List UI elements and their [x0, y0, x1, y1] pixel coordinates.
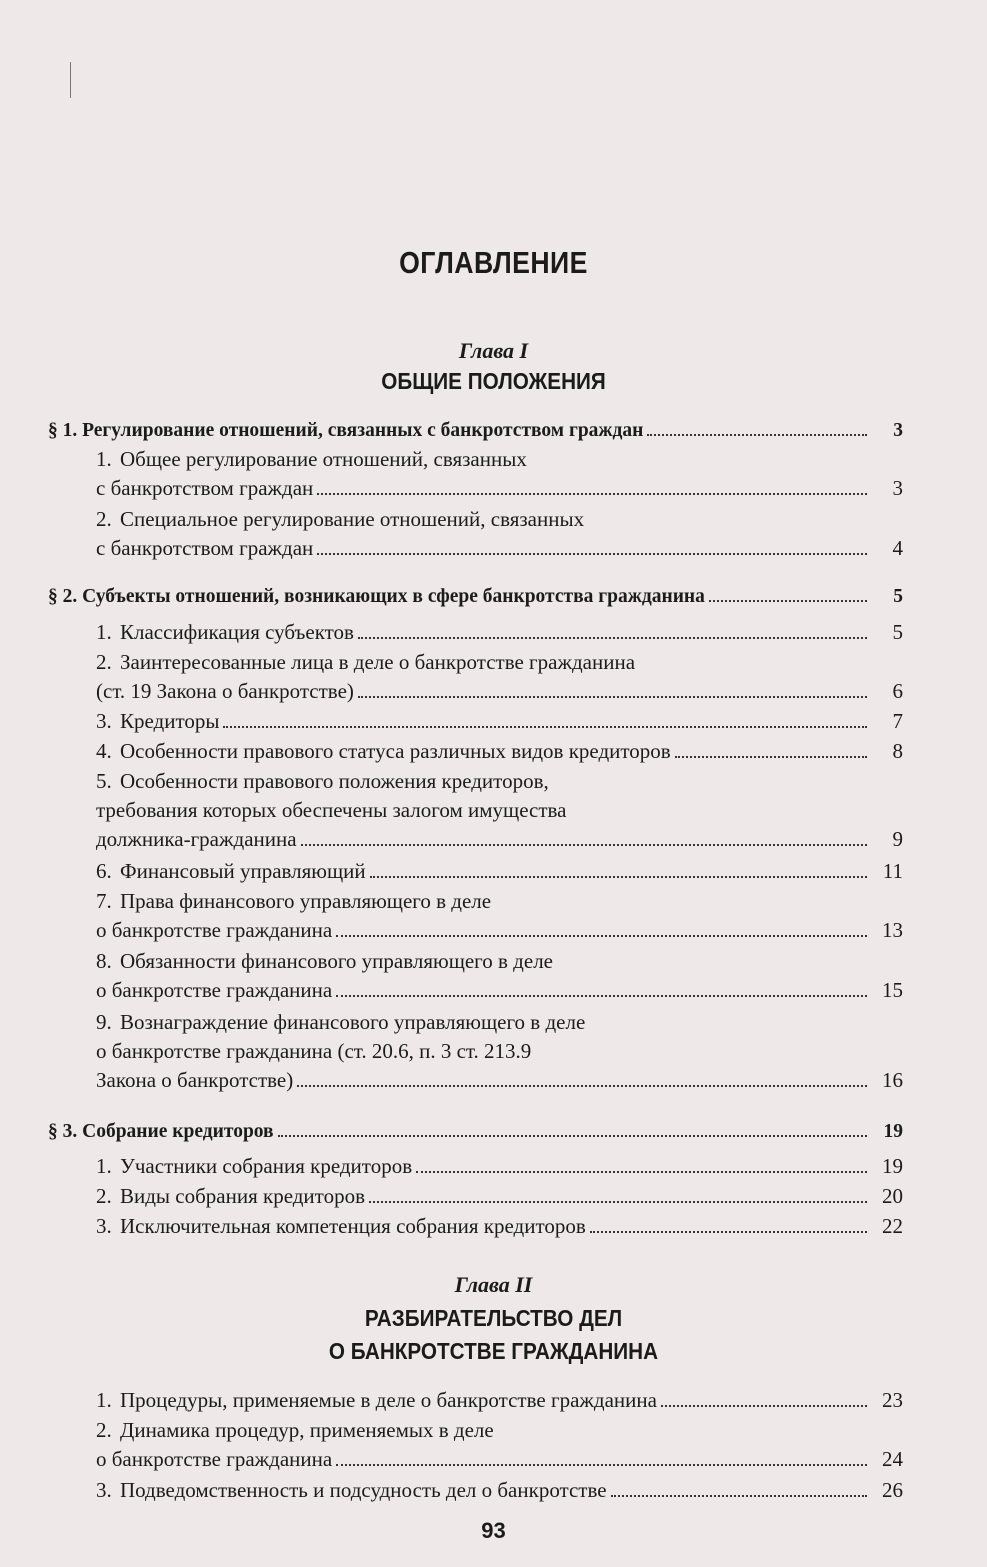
page-ref: 15 [882, 978, 903, 1002]
page-title: ОГЛАВЛЕНИЕ [399, 245, 588, 280]
toc-item[interactable]: 2. Динамика процедур, применяемых в деле о банкротстве гражданина 24 [96, 1416, 871, 1474]
page-ref: 13 [882, 918, 903, 942]
page-ref: 16 [882, 1068, 903, 1092]
page-ref: 6 [892, 679, 903, 703]
chapter1-label: Глава I [458, 338, 529, 363]
page-ref: 4 [892, 536, 903, 560]
toc-item[interactable]: 9. Вознаграждение финансового управляющего в деле о банкротстве гражданина (ст. 20.6, п. 3 ст. 213.9 Закона о банкротстве) 16 [96, 1008, 871, 1095]
page-ref: 11 [882, 859, 903, 883]
toc-item[interactable]: 1. Участники собрания кредиторов 19 [96, 1152, 871, 1181]
toc-item[interactable]: 8. Обязанности финансового управляющего в деле о банкротстве гражданина 15 [96, 947, 871, 1005]
section-heading: § 3. Собрание кредиторов [48, 1121, 274, 1142]
page-ref: 22 [882, 1214, 903, 1238]
toc-section-1[interactable] [48, 416, 903, 445]
chapter2-title-line2: О БАНКРОТСТВЕ ГРАЖДАНИНА [328, 1338, 659, 1364]
toc-item[interactable]: 2. Специальное регулирование отношений, связанных с банкротством граждан 4 [96, 505, 871, 563]
page-ref: 26 [882, 1478, 903, 1502]
toc-item[interactable]: 1. Классификация субъектов 5 [96, 618, 871, 647]
toc-section-3[interactable] [48, 1117, 903, 1146]
page-ref: 23 [882, 1388, 903, 1412]
page-ref: 19 [882, 1154, 903, 1178]
toc-item[interactable]: 3. Исключительная компетенция собрания кредиторов 22 [96, 1212, 871, 1241]
toc-item[interactable]: 1. Процедуры, применяемые в деле о банкротстве гражданина 23 [96, 1386, 871, 1415]
page-ref: 3 [893, 420, 903, 441]
page-ref: 24 [882, 1447, 903, 1471]
section-heading: § 2. Субъекты отношений, возникающих в сфере банкротства гражданина [48, 586, 705, 607]
chapter2-label: Глава II [454, 1272, 533, 1297]
chapter1-title: ОБЩИЕ ПОЛОЖЕНИЯ [381, 368, 606, 394]
section-heading: § 1. Регулирование отношений, связанных с банкротством граждан [48, 420, 644, 441]
margin-mark [70, 62, 71, 98]
toc-item[interactable]: 5. Особенности правового положения кредиторов, требования которых обеспечены залогом имущества должника-гражданина 9 [96, 767, 871, 854]
page-ref: 9 [892, 827, 903, 851]
toc-item[interactable]: 2. Заинтересованные лица в деле о банкротстве гражданина (ст. 19 Закона о банкротстве) 6 [96, 648, 871, 706]
page-ref: 7 [892, 709, 903, 733]
page-ref: 20 [882, 1184, 903, 1208]
page-ref: 8 [892, 739, 903, 763]
toc-item[interactable]: 3. Кредиторы 7 [96, 707, 871, 736]
page-ref: 19 [883, 1121, 903, 1142]
toc-item[interactable]: 3. Подведомственность и подсудность дел о банкротстве 26 [96, 1476, 871, 1505]
toc-item[interactable]: 2. Виды собрания кредиторов 20 [96, 1182, 871, 1211]
toc-section-2[interactable] [48, 582, 903, 611]
page-number: 93 [481, 1518, 506, 1543]
toc-item[interactable]: 4. Особенности правового статуса различных видов кредиторов 8 [96, 737, 871, 766]
toc-item[interactable]: 6. Финансовый управляющий 11 [96, 857, 871, 886]
page-ref: 3 [892, 476, 903, 500]
chapter2-title-line1: РАЗБИРАТЕЛЬСТВО ДЕЛ [364, 1305, 623, 1331]
toc-item[interactable]: 1. Общее регулирование отношений, связанных с банкротством граждан 3 [96, 445, 871, 503]
page-ref: 5 [893, 586, 903, 607]
toc-item[interactable]: 7. Права финансового управляющего в деле о банкротстве гражданина 13 [96, 887, 871, 945]
page-ref: 5 [892, 620, 903, 644]
